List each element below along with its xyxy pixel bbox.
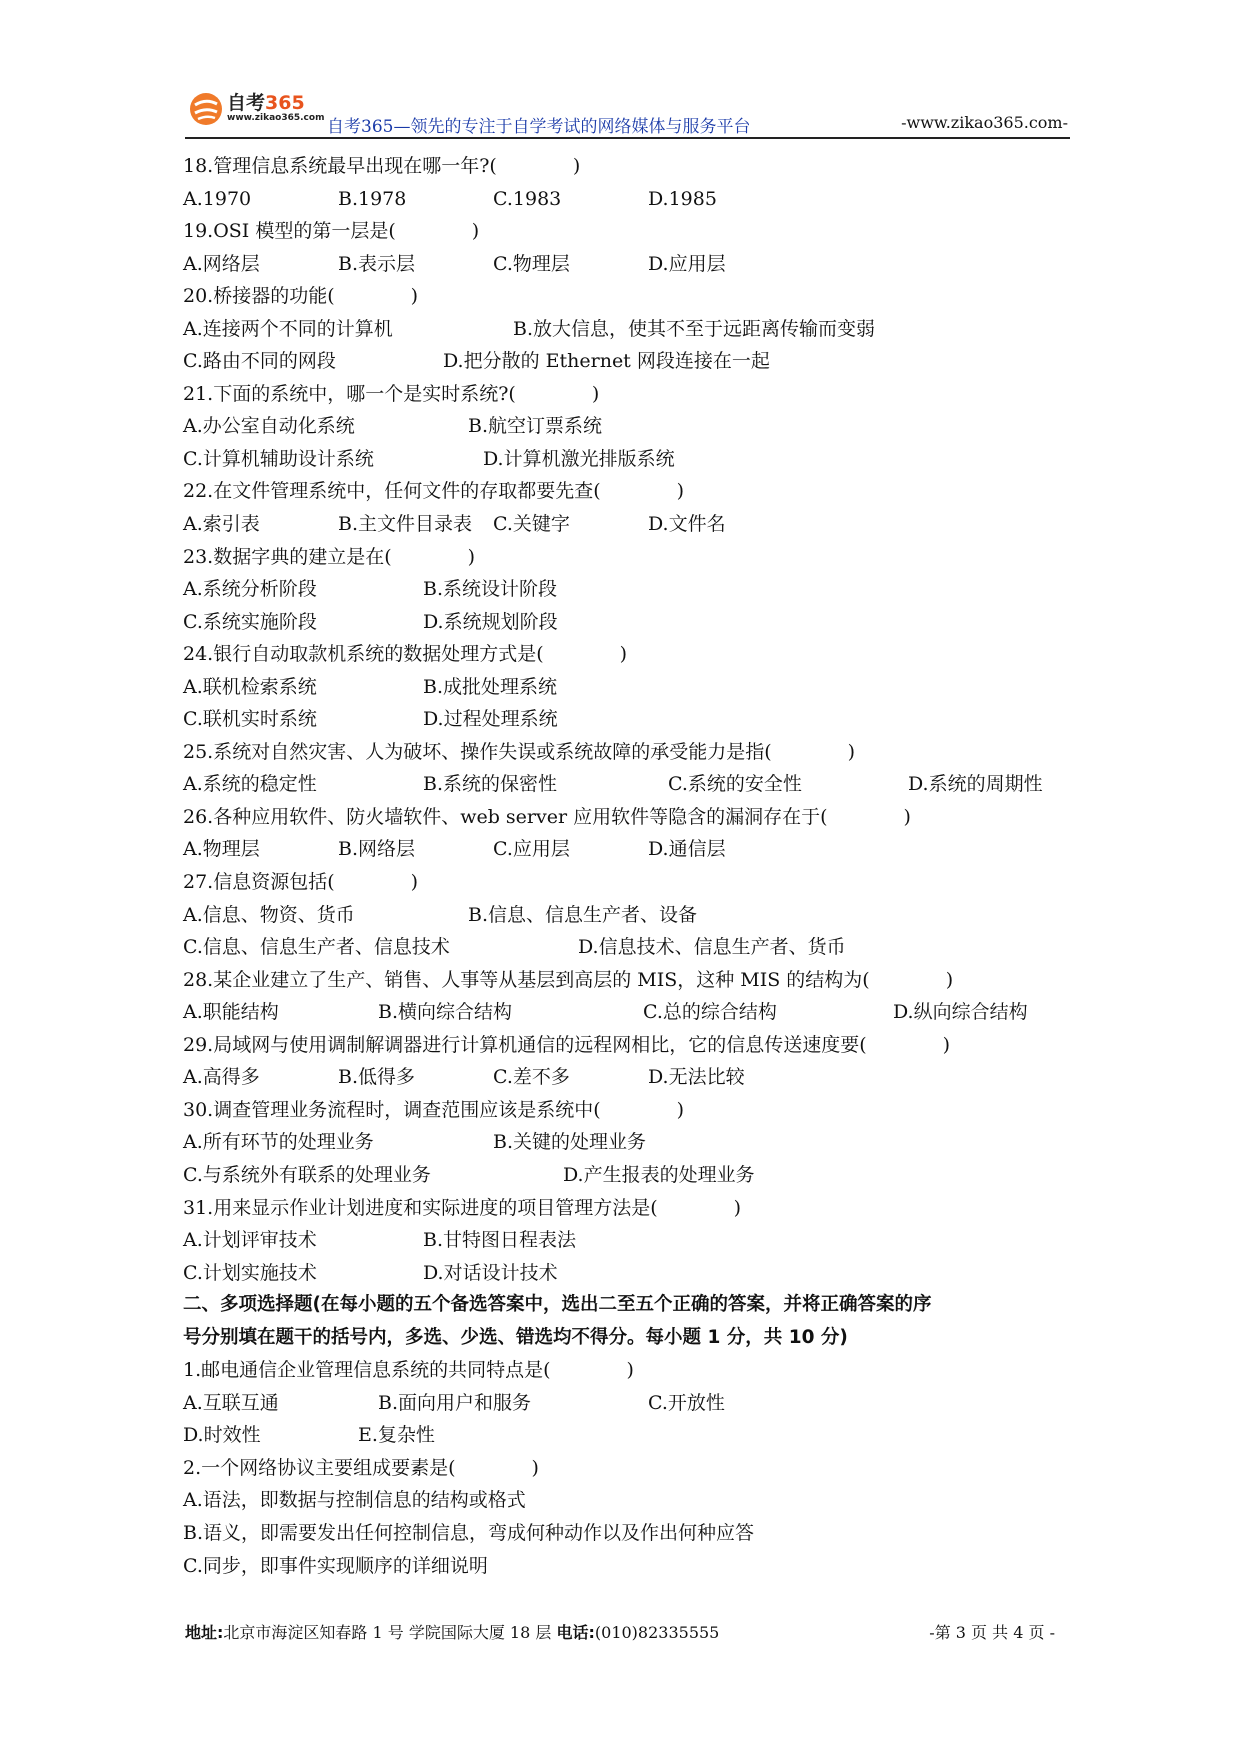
answer-option: A.信息、物资、货币 xyxy=(183,903,355,926)
answer-option: C.计划实施技术 xyxy=(183,1261,317,1284)
answer-option: B.横向综合结构 xyxy=(378,1001,513,1024)
answer-option: A.职能结构 xyxy=(183,1001,279,1024)
logo-text xyxy=(227,88,305,115)
header-slogan: 自考365—领先的专注于自学考试的网络媒体与服务平台 xyxy=(327,117,751,137)
address-text: 北京市海淀区知春路 1 号 学院国际大厦 18 层 xyxy=(223,1623,552,1642)
page-number: -第 3 页 共 4 页 - xyxy=(929,1623,1055,1642)
answer-option: A.系统分析阶段 xyxy=(183,578,317,601)
answer-option: A.互联互通 xyxy=(183,1391,279,1414)
answer-option: D.把分散的 Ethernet 网段连接在一起 xyxy=(443,350,770,373)
answer-option: B.1978 xyxy=(338,187,407,210)
question-text: 23.数据字典的建立是在( ) xyxy=(183,545,476,568)
page-header xyxy=(185,82,1070,140)
question-text: 22.在文件管理系统中，任何文件的存取都要先查( ) xyxy=(183,480,685,503)
question-text: B.语义，即需要发出任何控制信息，弯成何种动作以及作出何种应答 xyxy=(183,1521,755,1544)
logo-text-number: 365 xyxy=(265,92,305,114)
answer-options xyxy=(183,768,1063,801)
answer-option: D.文件名 xyxy=(648,513,726,536)
header-site-url: -www.zikao365.com- xyxy=(901,113,1068,132)
answer-option: A.网络层 xyxy=(183,252,260,275)
logo-text-prefix: 自考 xyxy=(227,92,266,114)
answer-option: C.应用层 xyxy=(493,838,570,861)
zikao365-logo xyxy=(189,88,325,132)
question-text: 18.管理信息系统最早出现在哪一年?( ) xyxy=(183,155,581,177)
question-text: A.语法，即数据与控制信息的结构或格式 xyxy=(183,1489,526,1512)
answer-option: C.系统的安全性 xyxy=(668,773,802,796)
question-text: 21.下面的系统中，哪一个是实时系统?( ) xyxy=(183,382,600,405)
answer-option: C.与系统外有联系的处理业务 xyxy=(183,1163,431,1186)
page-footer xyxy=(185,1620,1055,1650)
answer-options xyxy=(183,996,1063,1029)
answer-option: B.系统设计阶段 xyxy=(423,578,558,601)
answer-option: B.信息、信息生产者、设备 xyxy=(468,903,698,926)
answer-option: C.物理层 xyxy=(493,252,570,275)
answer-option: B.关键的处理业务 xyxy=(493,1131,647,1154)
answer-option: A.联机检索系统 xyxy=(183,675,317,698)
answer-options xyxy=(183,410,1063,443)
answer-options xyxy=(183,313,1063,346)
answer-option: B.甘特图日程表法 xyxy=(423,1229,577,1252)
answer-option: D.系统的周期性 xyxy=(908,773,1043,796)
section-heading: 二、多项选择题(在每小题的五个备选答案中，选出二至五个正确的答案，并将正确答案的序 xyxy=(183,1294,932,1316)
answer-option: B.面向用户和服务 xyxy=(378,1391,532,1414)
answer-options xyxy=(183,183,1063,216)
address-label: 地址: xyxy=(185,1623,224,1642)
header-divider xyxy=(185,137,1070,139)
answer-option: D.通信层 xyxy=(648,838,726,861)
answer-option: C.关键字 xyxy=(493,513,570,536)
answer-option: C.联机实时系统 xyxy=(183,708,317,731)
answer-option: B.表示层 xyxy=(338,252,416,275)
answer-options xyxy=(183,899,1063,932)
answer-option: A.所有环节的处理业务 xyxy=(183,1131,374,1154)
question-text: 26.各种应用软件、防火墙软件、web server 应用软件等隐含的漏洞存在于( ) xyxy=(183,805,911,828)
answer-option: A.物理层 xyxy=(183,838,260,861)
answer-option: D.计算机激光排版系统 xyxy=(483,447,675,470)
answer-option: B.系统的保密性 xyxy=(423,773,558,796)
section-heading: 号分别填在题干的括号内，多选、少选、错选均不得分。每小题 1 分，共 10 分) xyxy=(183,1326,848,1348)
answer-option: A.高得多 xyxy=(183,1066,260,1089)
answer-options xyxy=(183,1257,1063,1290)
question-text: 27.信息资源包括( ) xyxy=(183,871,419,894)
answer-option: A.计划评审技术 xyxy=(183,1229,317,1252)
answer-option: D.对话设计技术 xyxy=(423,1261,558,1284)
question-text: 20.桥接器的功能( ) xyxy=(183,285,419,308)
answer-options xyxy=(183,833,1063,866)
answer-option: D.过程处理系统 xyxy=(423,708,558,731)
answer-options xyxy=(183,1159,1063,1192)
question-text: 19.OSI 模型的第一层是( ) xyxy=(183,220,480,243)
answer-option: D.产生报表的处理业务 xyxy=(563,1163,755,1186)
answer-options xyxy=(183,345,1063,378)
answer-option: A.1970 xyxy=(183,187,252,210)
answer-option: C.差不多 xyxy=(493,1066,570,1089)
answer-option: C.总的综合结构 xyxy=(643,1001,777,1024)
answer-options xyxy=(183,573,1063,606)
question-text: C.同步，即事件实现顺序的详细说明 xyxy=(183,1554,488,1577)
answer-option: B.航空订票系统 xyxy=(468,415,603,438)
question-text: 1.邮电通信企业管理信息系统的共同特点是( ) xyxy=(183,1359,634,1382)
answer-option: B.网络层 xyxy=(338,838,416,861)
logo-mark-icon xyxy=(189,92,223,126)
phone-label: 电话: xyxy=(556,1623,595,1642)
answer-option: C.计算机辅助设计系统 xyxy=(183,447,374,470)
answer-option: A.办公室自动化系统 xyxy=(183,415,355,438)
answer-options xyxy=(183,1419,1063,1452)
question-text: 28.某企业建立了生产、销售、人事等从基层到高层的 MIS，这种 MIS 的结构为( ) xyxy=(183,968,954,991)
answer-option: B.主文件目录表 xyxy=(338,513,473,536)
answer-options xyxy=(183,1387,1063,1420)
answer-options xyxy=(183,1061,1063,1094)
answer-option: A.连接两个不同的计算机 xyxy=(183,317,393,340)
answer-option: C.路由不同的网段 xyxy=(183,350,336,373)
answer-option: A.系统的稳定性 xyxy=(183,773,317,796)
answer-option: B.低得多 xyxy=(338,1066,416,1089)
question-text: 29.局域网与使用调制解调器进行计算机通信的远程网相比，它的信息传送速度要( ) xyxy=(183,1033,951,1056)
answer-option: D.时效性 xyxy=(183,1424,261,1447)
answer-options xyxy=(183,606,1063,639)
answer-option: E.复杂性 xyxy=(358,1424,435,1447)
answer-option: B.成批处理系统 xyxy=(423,675,558,698)
answer-option: B.放大信息，使其不至于远距离传输而变弱 xyxy=(513,317,876,340)
question-text: 25.系统对自然灾害、人为破坏、操作失误或系统故障的承受能力是指( ) xyxy=(183,740,856,763)
answer-option: A.索引表 xyxy=(183,513,260,536)
answer-options xyxy=(183,508,1063,541)
logo-url: www.zikao365.com xyxy=(227,113,325,123)
answer-options xyxy=(183,1126,1063,1159)
answer-option: C.信息、信息生产者、信息技术 xyxy=(183,936,450,959)
answer-options xyxy=(183,671,1063,704)
answer-option: D.纵向综合结构 xyxy=(893,1001,1028,1024)
question-text: 31.用来显示作业计划进度和实际进度的项目管理方法是( ) xyxy=(183,1196,742,1219)
answer-options xyxy=(183,931,1063,964)
answer-option: D.应用层 xyxy=(648,252,726,275)
answer-options xyxy=(183,703,1063,736)
answer-option: C.1983 xyxy=(493,187,562,210)
question-text: 24.银行自动取款机系统的数据处理方式是( ) xyxy=(183,643,628,666)
answer-option: D.系统规划阶段 xyxy=(423,610,558,633)
answer-options xyxy=(183,248,1063,281)
answer-option: D.信息技术、信息生产者、货币 xyxy=(578,936,846,959)
answer-options xyxy=(183,443,1063,476)
answer-option: D.无法比较 xyxy=(648,1066,745,1089)
phone-text: (010)82335555 xyxy=(594,1623,720,1642)
question-text: 2.一个网络协议主要组成要素是( ) xyxy=(183,1456,539,1479)
answer-option: C.开放性 xyxy=(648,1391,725,1414)
answer-option: D.1985 xyxy=(648,187,717,210)
answer-option: C.系统实施阶段 xyxy=(183,610,317,633)
question-text: 30.调查管理业务流程时，调查范围应该是系统中( ) xyxy=(183,1098,685,1121)
question-list xyxy=(183,150,1063,1582)
answer-options xyxy=(183,1224,1063,1257)
